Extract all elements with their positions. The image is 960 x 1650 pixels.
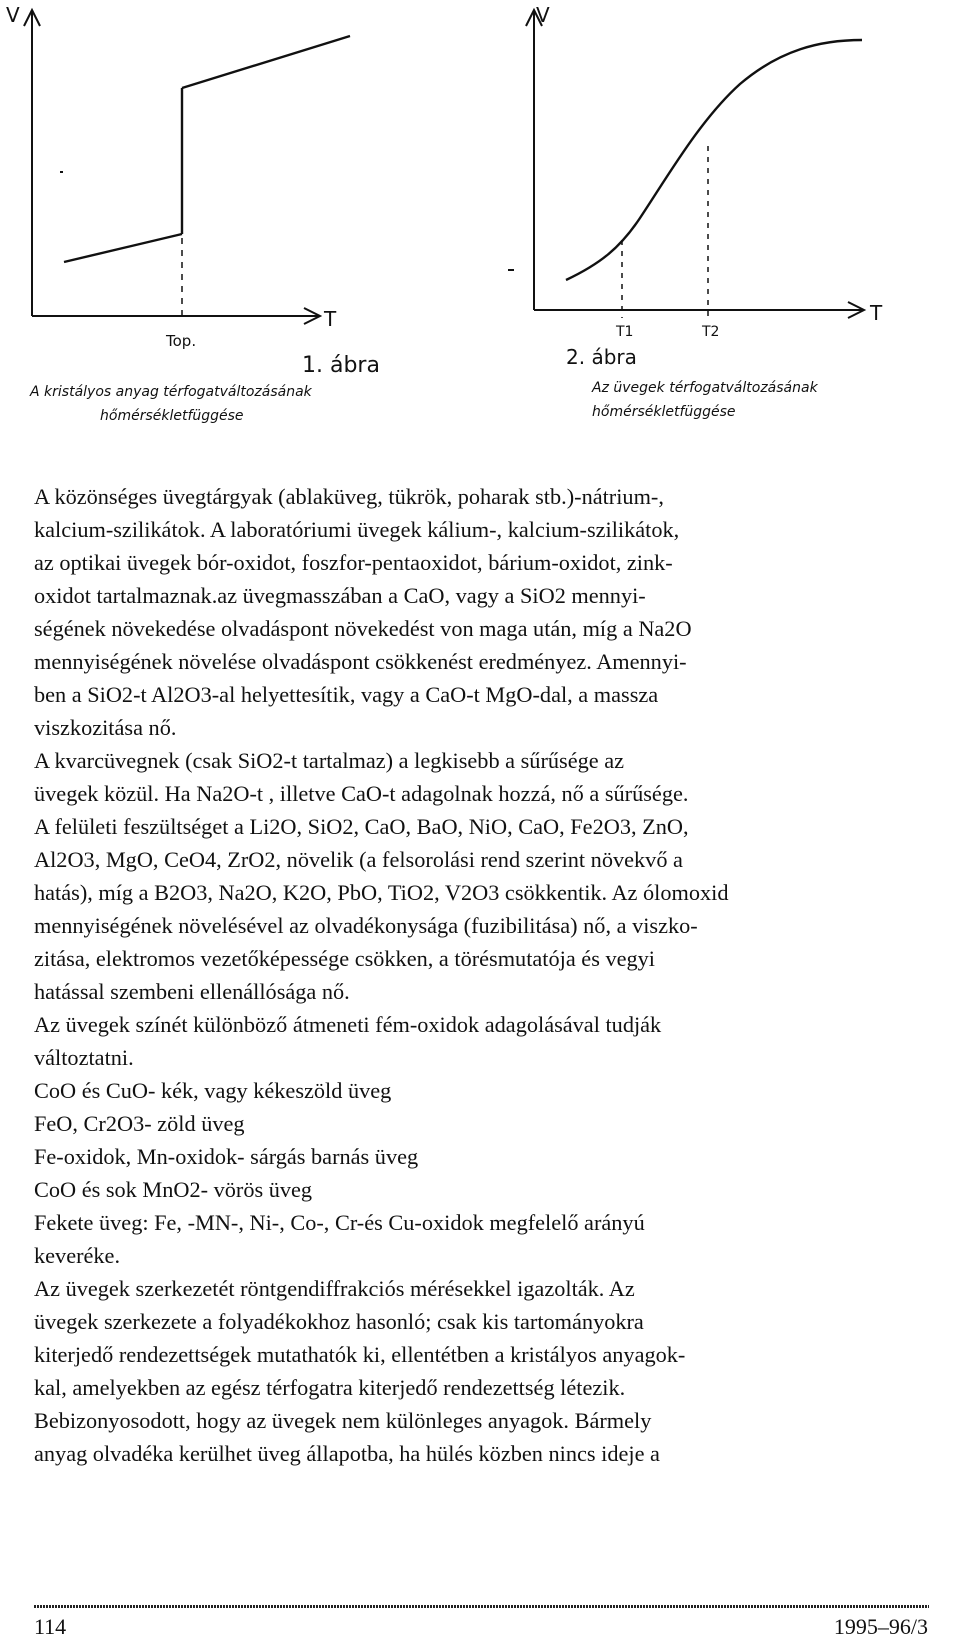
body-line: Bebizonyosodott, hogy az üvegek nem különleges anyagok. Bármely	[34, 1408, 652, 1433]
body-line: hatással szembeni ellenállósága nő.	[34, 979, 350, 1004]
figure1-caption-line1: A kristályos anyag térfogatváltozásának	[30, 384, 312, 400]
figure1-chart	[24, 10, 350, 324]
figure2-caption-line2: hőmérsékletfüggése	[592, 404, 736, 420]
figure1-tick-label: Top.	[166, 332, 197, 350]
figure1-x-label: T	[324, 307, 337, 331]
body-line: A közönséges üvegtárgyak (ablaküveg, tükrök, poharak stb.)-nátrium-,	[34, 484, 664, 509]
body-line: Fekete üveg: Fe, -MN-, Ni-, Co-, Cr-és Cu-oxidok megfelelő arányú	[34, 1210, 645, 1235]
body-line: zitása, elektromos vezetőképessége csökken, a törésmutatója és vegyi	[34, 946, 655, 971]
figure2-tick1-label: T1	[616, 324, 634, 340]
body-line: kal, amelyekben az egész térfogatra kiterjedő rendezettség létezik.	[34, 1375, 626, 1400]
body-line: CoO és CuO- kék, vagy kékeszöld üveg	[34, 1078, 392, 1103]
article-body	[34, 480, 930, 1470]
figure1-lower-curve	[64, 234, 182, 262]
figures-area	[0, 0, 960, 460]
body-line: ségének növekedése olvadáspont növekedést von maga után, míg a Na2O	[34, 616, 692, 641]
body-line: ben a SiO2-t Al2O3-al helyettesítik, vagy a CaO-t MgO-dal, a massza	[34, 682, 659, 707]
body-line: Fe-oxidok, Mn-oxidok- sárgás barnás üveg	[34, 1144, 419, 1169]
figure1-upper-curve	[182, 36, 350, 88]
body-line: Az üvegek színét különböző átmeneti fém-oxidok adagolásával tudják	[34, 1012, 662, 1037]
figure2-tick2-label: T2	[702, 324, 720, 340]
body-line: viszkozitása nő.	[34, 715, 177, 740]
body-line: mennyiségének növelése olvadáspont csökkenést eredményez. Amennyi-	[34, 649, 687, 674]
body-line: hatás), míg a B2O3, Na2O, K2O, PbO, TiO2, V2O3 csökkentik. Az ólomoxid	[34, 880, 729, 905]
figure2-chart	[508, 10, 864, 318]
figures-svg	[0, 0, 960, 460]
figure2-sigmoid-curve	[566, 40, 862, 280]
body-line: FeO, Cr2O3- zöld üveg	[34, 1111, 245, 1136]
body-line: Al2O3, MgO, CeO4, ZrO2, növelik (a felsorolási rend szerint növekvő a	[34, 847, 683, 872]
figure2-y-label: V	[536, 3, 550, 27]
issue-number: 1995–96/3	[833, 1614, 928, 1639]
body-line: kalcium-szilikátok. A laboratóriumi üvegek kálium-, kalcium-szilikátok,	[34, 517, 680, 542]
body-line: mennyiségének növelésével az olvadékonysága (fuzibilitása) nő, a viszko-	[34, 913, 698, 938]
body-line: CoO és sok MnO2- vörös üveg	[34, 1177, 313, 1202]
body-line: oxidot tartalmaznak.az üvegmasszában a CaO, vagy a SiO2 mennyi-	[34, 583, 646, 608]
body-line: az optikai üvegek bór-oxidot, foszfor-pentaoxidot, bárium-oxidot, zink-	[34, 550, 673, 575]
figure2-x-label: T	[870, 301, 883, 325]
body-line: keveréke.	[34, 1243, 121, 1268]
body-line: kiterjedő rendezettségek mutathatók ki, ellentétben a kristályos anyagok-	[34, 1342, 686, 1367]
figure1-caption-line2: hőmérsékletfüggése	[100, 408, 244, 424]
body-line: A kvarcüvegnek (csak SiO2-t tartalmaz) a legkisebb a sűrűsége az	[34, 748, 625, 773]
body-line: üvegek szerkezete a folyadékokhoz hasonló; csak kis tartományokra	[34, 1309, 644, 1334]
footer-rule	[34, 1605, 929, 1608]
body-line: változtatni.	[34, 1045, 134, 1070]
body-line: anyag olvadéka kerülhet üveg állapotba, ha hülés közben nincs ideje a	[34, 1441, 660, 1466]
body-line: A felületi feszültséget a Li2O, SiO2, CaO, BaO, NiO, CaO, Fe2O3, ZnO,	[34, 814, 689, 839]
figure1-number: 1. ábra	[302, 353, 380, 378]
figure2-caption-line1: Az üvegek térfogatváltozásának	[592, 380, 818, 396]
figure2-number: 2. ábra	[566, 345, 637, 369]
body-line: üvegek közül. Ha Na2O-t , illetve CaO-t adagolnak hozzá, nő a sűrűsége.	[34, 781, 689, 806]
body-line: Az üvegek szerkezetét röntgendiffrakciós mérésekkel igazolták. Az	[34, 1276, 635, 1301]
page-number: 114	[34, 1614, 67, 1639]
figure1-y-label: V	[6, 3, 20, 27]
